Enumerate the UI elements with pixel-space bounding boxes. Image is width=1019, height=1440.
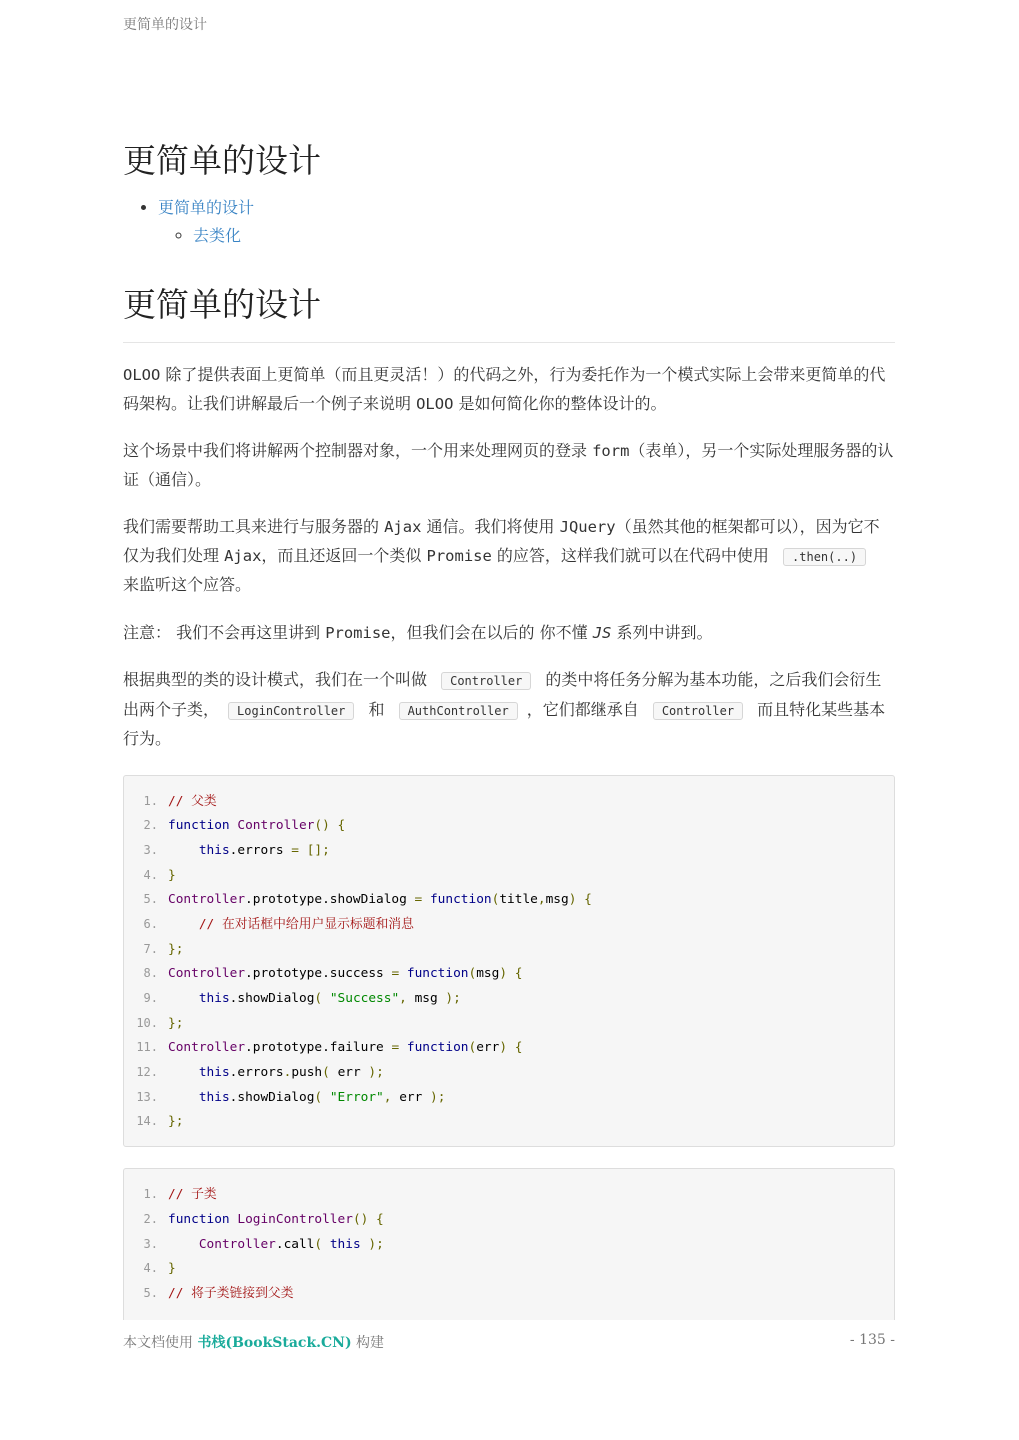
paragraph-text: ，但我们会在以后的 你不懂	[390, 622, 593, 642]
toc-link-simpler-design[interactable]: 更简单的设计	[158, 198, 255, 217]
paragraph-note	[123, 619, 895, 648]
code-text: .prototype.failure	[245, 1040, 384, 1056]
inline-code: form	[592, 442, 630, 460]
page-title: 更简单的设计	[123, 141, 321, 180]
code-keyword: function	[429, 892, 492, 908]
line-number: 14.	[136, 1114, 158, 1129]
code-line	[134, 1035, 884, 1060]
line-number: 1.	[143, 1187, 158, 1202]
paragraph-text: （虽然其他的框架都可以），因为它不仅为我们处理	[123, 517, 880, 565]
code-text: err	[337, 1065, 361, 1081]
page-footer	[123, 1332, 895, 1352]
line-number: 2.	[143, 818, 158, 833]
code-text: .showDialog	[229, 1089, 315, 1105]
code-identifier: LoginController	[237, 1211, 353, 1227]
line-number: 3.	[143, 1236, 158, 1251]
code-line	[134, 912, 884, 937]
code-punctuation: =	[383, 966, 407, 982]
footer-brand-link[interactable]: 书栈(BookStack.CN)	[197, 1335, 352, 1351]
code-line	[134, 1060, 884, 1085]
code-chip-login-controller: LoginController	[228, 702, 354, 720]
code-punctuation: ) {	[499, 966, 523, 982]
code-indent	[168, 1090, 199, 1105]
line-number: 10.	[136, 1015, 158, 1030]
code-punctuation: ,	[399, 991, 415, 1006]
code-line	[134, 1182, 884, 1207]
code-chip-auth-controller: AuthController	[399, 702, 518, 720]
line-number: 8.	[143, 966, 158, 981]
code-punctuation: ) {	[568, 892, 592, 908]
paragraph-text: 根据典型的类的设计模式，我们在一个叫做	[123, 670, 433, 689]
code-line	[134, 1256, 884, 1281]
code-text: title	[499, 892, 538, 908]
code-punctuation: =	[406, 892, 430, 908]
paragraph-text: 除了提供表面上更简单（而且更灵活！）的代码之外，行为委托作为一个模式实际上会带来更简单的代码架构。让我们讲解最后一个例子来说明	[123, 365, 886, 413]
page-content	[123, 138, 895, 1320]
inline-code: Promise	[325, 623, 391, 642]
code-identifier: Controller	[237, 818, 315, 834]
paragraph-text: 而且特化某些基本行为。	[123, 699, 886, 748]
line-number: 5.	[143, 892, 158, 907]
code-punctuation: () {	[314, 818, 346, 834]
paragraph-scenario	[123, 437, 895, 494]
code-text: .errors	[229, 842, 284, 858]
toc-link-declassify[interactable]: 去类化	[193, 226, 242, 245]
code-punctuation: =	[383, 1040, 407, 1056]
code-indent	[168, 843, 199, 858]
code-chip-controller: Controller	[441, 672, 531, 690]
code-keyword: function	[168, 1211, 230, 1227]
code-punctuation: ) {	[499, 1040, 523, 1056]
page-number: - 135 -	[849, 1332, 895, 1348]
code-punctuation: ,	[537, 892, 546, 908]
code-indent	[168, 1237, 199, 1252]
paragraph-text: 注意： 我们不会再这里讲到	[123, 622, 326, 642]
line-number: 4.	[143, 867, 158, 882]
code-punctuation: );	[360, 1236, 384, 1252]
code-punctuation: };	[168, 1114, 184, 1130]
code-indent	[168, 1065, 199, 1080]
code-punctuation: (	[468, 966, 477, 982]
section-heading: 更简单的设计	[123, 282, 895, 343]
paragraph-text: ，而且还返回一个类似	[261, 545, 427, 565]
code-chip-then: .then(..)	[783, 548, 866, 566]
table-of-contents	[123, 194, 895, 250]
code-punctuation: (	[314, 991, 330, 1006]
paragraph-class-pattern	[123, 666, 895, 754]
code-punctuation: = [];	[283, 842, 330, 858]
paragraph-text: 我们需要帮助工具来进行与服务器的	[123, 517, 385, 536]
code-line	[134, 1207, 884, 1232]
code-line	[134, 1011, 884, 1036]
line-number: 12.	[136, 1065, 158, 1080]
code-indent	[168, 991, 199, 1006]
line-number: 7.	[143, 941, 158, 956]
code-text: msg	[545, 892, 569, 908]
footer-suffix: 构建	[351, 1335, 385, 1351]
paragraph-text: （表单），另一个实际处理服务器的认证（通信）。	[123, 441, 894, 489]
code-keyword: this	[198, 842, 230, 858]
paragraph-text: 通信。我们将使用	[421, 517, 560, 536]
code-line	[134, 789, 884, 814]
code-line	[134, 838, 884, 863]
code-text: msg	[476, 966, 500, 982]
inline-code: Ajax	[224, 546, 262, 565]
code-keyword: this	[198, 991, 230, 1006]
toc-subitem	[193, 222, 895, 250]
paragraph-text: 这个场景中我们将讲解两个控制器对象，一个用来处理网页的登录	[123, 441, 593, 460]
code-punctuation: (	[491, 892, 500, 908]
inline-code: OLOO	[123, 366, 161, 384]
code-line	[134, 887, 884, 912]
line-number: 1.	[143, 793, 158, 808]
code-punctuation: };	[168, 941, 184, 957]
inline-code: OLOO	[416, 394, 454, 413]
inline-code-italic: JS	[592, 623, 612, 642]
paragraph-text: 来监听这个应答。	[123, 575, 252, 594]
paragraph-text: 的类中将任务分解为基本功能，之后我们会衍生出两个子类，	[123, 670, 882, 719]
code-text: .showDialog	[229, 991, 315, 1006]
code-block-parent-class	[123, 775, 895, 1148]
code-punctuation: );	[422, 1089, 446, 1105]
code-line	[134, 863, 884, 888]
code-punctuation: ,	[383, 1089, 400, 1105]
line-number: 2.	[143, 1211, 158, 1226]
paragraph-text: 的应答，这样我们就可以在代码中使用	[491, 545, 775, 565]
code-comment: // 子类	[168, 1187, 217, 1203]
code-punctuation: (	[314, 1236, 330, 1252]
code-comment: // 父类	[168, 793, 217, 809]
code-punctuation: }	[168, 1261, 176, 1277]
code-keyword: function	[406, 966, 469, 982]
code-line	[134, 1109, 884, 1134]
code-punctuation: );	[437, 991, 461, 1006]
code-identifier: Controller	[168, 966, 246, 982]
code-text: err	[399, 1089, 423, 1105]
code-identifier: Controller	[168, 892, 246, 908]
code-line	[134, 961, 884, 986]
inline-code: JQuery	[559, 518, 616, 536]
code-identifier: Controller	[198, 1236, 276, 1252]
footer-prefix: 本文档使用	[123, 1335, 198, 1351]
code-punctuation: () {	[352, 1211, 384, 1227]
code-indent	[168, 917, 199, 932]
code-comment: // 在对话框中给用户显示标题和消息	[198, 916, 414, 932]
code-punctuation: );	[360, 1065, 384, 1081]
code-string: "Error"	[329, 1089, 384, 1105]
paragraph-text: 是如何简化你的整体设计的。	[453, 393, 667, 413]
code-text: msg	[414, 991, 438, 1006]
paragraph-text: ，它们都继承自	[526, 699, 644, 719]
code-text: .prototype.showDialog	[245, 892, 407, 908]
line-number: 9.	[143, 991, 158, 1005]
line-number: 13.	[136, 1089, 158, 1104]
code-comment: // 将子类链接到父类	[168, 1285, 294, 1301]
code-punctuation: }	[168, 867, 176, 883]
toc-item	[158, 194, 895, 250]
code-block-child-class	[123, 1168, 895, 1320]
code-text: .errors	[229, 1065, 284, 1081]
code-line	[134, 1232, 884, 1257]
paragraph-text: 和	[363, 699, 390, 719]
code-keyword: this	[198, 1065, 230, 1081]
code-keyword: function	[168, 818, 230, 834]
code-keyword: this	[329, 1236, 361, 1252]
inline-code: Promise	[426, 546, 492, 565]
code-punctuation: (	[322, 1065, 338, 1081]
line-number: 4.	[143, 1261, 158, 1276]
inline-code: Ajax	[384, 518, 422, 536]
code-punctuation: };	[168, 1015, 184, 1031]
code-keyword: function	[406, 1040, 469, 1056]
code-line	[134, 1281, 884, 1306]
line-number: 6.	[143, 916, 158, 931]
line-number: 11.	[136, 1040, 158, 1055]
code-line	[134, 986, 884, 1011]
code-punctuation: (	[314, 1089, 330, 1105]
line-number: 3.	[143, 842, 158, 857]
code-keyword: this	[198, 1089, 230, 1105]
paragraph-oloo-intro	[123, 361, 895, 418]
paragraph-text: 系列中讲到。	[611, 622, 713, 642]
paragraph-ajax	[123, 513, 895, 600]
code-line	[134, 1085, 884, 1110]
code-punctuation: (	[468, 1040, 477, 1056]
code-line	[134, 937, 884, 962]
code-chip-controller: Controller	[653, 702, 743, 720]
code-text: .prototype.success	[245, 966, 384, 982]
code-line	[134, 813, 884, 838]
code-punctuation: .	[283, 1065, 292, 1081]
code-text: push	[291, 1065, 323, 1081]
code-string: "Success"	[329, 991, 400, 1006]
code-text: err	[476, 1040, 500, 1056]
line-number: 5.	[143, 1285, 158, 1300]
code-identifier: Controller	[168, 1040, 246, 1056]
running-header: 更简单的设计	[123, 17, 207, 33]
code-text: .call	[275, 1236, 315, 1252]
